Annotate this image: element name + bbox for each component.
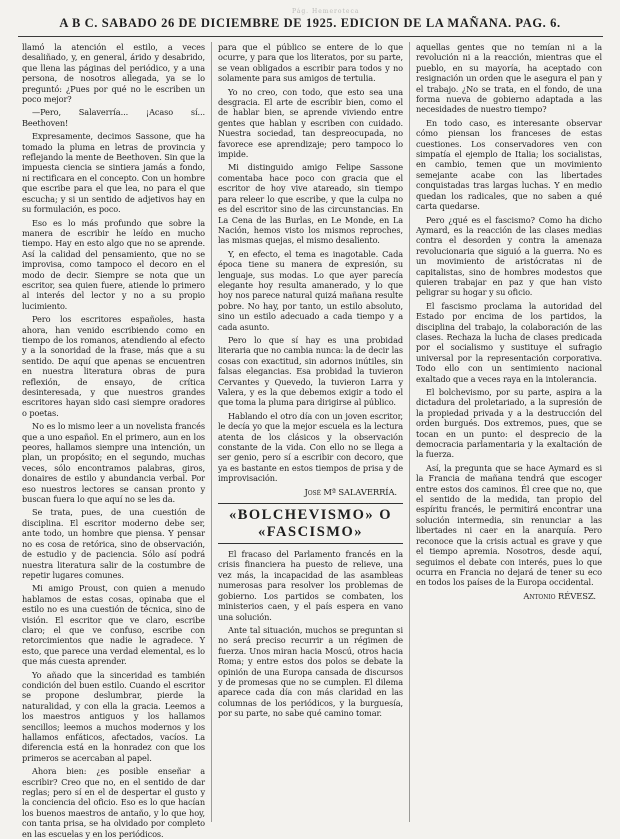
paragraph: Y, en efecto, el tema es inagotable. Cada época tiene su manera de expresión, su lenguaje, sus modas. Lo que ayer parecía elegante hoy resulta amanerado, y lo que hoy nos parece natural quizá mañana resulte pobre. No hay, por tanto, un estilo absoluto, sino un estilo adecuado a cada tiempo y a cada asunto. [218, 248, 403, 332]
column-3 [416, 42, 602, 828]
archive-stamp: Pág. Hemeroteca [292, 8, 360, 15]
paragraph: aquellas gentes que no temían ni a la revolución ni a la reacción, mientras que el pueblo, en su mayoría, ha aceptado con resignación un orden que le asegura el pan y el trabajo. ¿No se trata, en el fondo, de una forma nueva de gobierno adaptada a las necesidades de nuestro tiempo? [416, 42, 602, 115]
paragraph: Mi distinguido amigo Felipe Sassone comentaba hace poco con gracia que el escritor de hoy vive atareado, sin tiempo para releer lo que escribe, y que la culpa no es del escritor sino de las circunstancias. En La Cena de las Burlas, en Le Monde, en La Nación, hemos visto los mismos reproches, las mismas quejas, el mismo desaliento. [218, 162, 403, 246]
paragraph: Mi amigo Proust, con quien a menudo hablamos de estas cosas, opinaba que el estilo no es una cuestión de técnica, sino de visión. El escritor que ve claro, escribe claro; el que ve confuso, escribe con retorcimientos que nadie le agradece. Y esto, que parece una verdad elemental, es lo que más cuesta aprender. [22, 583, 205, 667]
paragraph: Hablando el otro día con un joven escritor, le decía yo que la mejor escuela es la lectura atenta de los clásicos y la observación constante de la vida. Con ello no se llega a ser genio, pero sí a escribir con decoro, que ya es bastante en estos tiempos de prisa y de improvisación. [218, 410, 403, 484]
paragraph: Eso es lo más profundo que sobre la manera de escribir he leído en mucho tiempo. Hay en esto algo que no se aprende. Así la calidad del pensamiento, que no se improvisa, como tampoco el decoro en el modo de decir. Siempre se nota que un escritor, sea quien fuere, atiende lo primero al interés del lector y no a su propio lucimiento. [22, 217, 205, 311]
article-headline: «BOLCHEVISMO» O «FASCISMO» [218, 503, 403, 544]
column-divider [409, 42, 410, 822]
paragraph: llamó la atención el estilo, a veces desaliñado, y, en general, árido y desabrido, que llena las páginas del periódico, y a una persona, de nosotros allegada, ya se lo preguntó: ¿Pues por qué no le escriben un poco mejor? [22, 42, 205, 105]
paragraph: Yo no creo, con todo, que esto sea una desgracia. El arte de escribir bien, como el de hablar bien, se aprende viviendo entre gentes que hablan y escriben con cuidado. Nuestra sociedad, tan despreocupada, no favorece ese aprendizaje; pero tampoco lo impide. [218, 86, 403, 160]
column-divider [211, 42, 212, 822]
paragraph: El bolchevismo, por su parte, aspira a la dictadura del proletariado, a la supresión de la propiedad privada y a la destrucción del orden burgués. Dos extremos, pues, que se tocan en un punto: el desprecio de la democracia parlamentaria y la exaltación de la fuerza. [416, 387, 602, 460]
paragraph: Pero ¿qué es el fascismo? Como ha dicho Aymard, es la reacción de las clases medias contra el desorden y contra la amenaza revolucionaria que siguió a la guerra. No es un movimiento de aristócratas ni de capitalistas, sino de hombres modestos que quieren trabajar en paz y que han visto peligrar su hogar y su oficio. [416, 214, 602, 298]
paragraph: Se trata, pues, de una cuestión de disciplina. El escritor moderno debe ser, ante todo, un hombre que piensa. Y pensar no es cosa de retórica, sino de observación, de estudio y de paciencia. Sólo así podrá nuestra literatura salir de la costumbre de repetir lugares comunes. [22, 507, 205, 580]
column-2 [218, 42, 403, 828]
paragraph: Pero lo que sí hay es una probidad literaria que no cambia nunca: la de decir las cosas con exactitud, sin adornos inútiles, sin falsas elegancias. Esa probidad la tuvieron Cervantes y Quevedo, la tuvieron Larra y Valera, y es la que debemos exigir a todo el que toma la pluma para dirigirse al público. [218, 334, 403, 408]
paragraph: para que el público se entere de lo que ocurre, y para que los literatos, por su parte, se vean obligados a escribir para todos y no solamente para sus amigos de tertulia. [218, 42, 403, 84]
paragraph: En todo caso, es interesante observar cómo piensan los franceses de estas cuestiones. Los conservadores ven con simpatía el ejemplo de Italia; los socialistas, en cambio, temen que un movimiento semejante acabe con las libertades conquistadas tras largas luchas. Y en medio quedan los radicales, que no saben a qué carta quedarse. [416, 117, 602, 212]
paragraph: Ante tal situación, muchos se preguntan si no será preciso recurrir a un régimen de fuerza. Unos miran hacia Moscú, otros hacia Roma; y entre estos dos polos se debate la opinión de una Europa cansada de discursos y de promesas que no se cumplen. El dilema aparece cada día con más claridad en las columnas de los periódicos, y la burguesía, por su parte, no sabe qué camino tomar. [218, 624, 403, 719]
paragraph: No es lo mismo leer a un novelista francés que a uno español. En el primero, aun en los peores, hallamos siempre una intención, un plan, un propósito; en el segundo, muchas veces, sólo encontramos palabras, giros, donaires de estilo y abundancia verbal. Por eso nuestros lectores se cansan pronto y buscan fuera lo que aquí no se les da. [22, 421, 205, 505]
column-1 [22, 42, 205, 839]
paragraph: Pero los escritores españoles, hasta ahora, han venido escribiendo como en tiempo de los romanos, atendiendo al efecto y a la sonoridad de la frase, más que a su sentido. De aquí que apenas se encuentren en nuestra literatura obras de pura reflexión, de ensayo, de crítica desinteresada, y que nuestros grandes escritores hayan sido casi siempre oradores o poetas. [22, 314, 205, 418]
paragraph: El fascismo proclama la autoridad del Estado por encima de los partidos, la disciplina del trabajo, la colaboración de las clases. Rechaza la lucha de clases predicada por el socialismo y sustituye el sufragio universal por la representación corporativa. Todo ello con un sentimiento nacional exaltado que a veces raya en la intolerancia. [416, 300, 602, 384]
paragraph: Expresamente, decimos Sassone, que ha tomado la pluma en letras de provincia y reflejando la mente de Beethoven. Sin que la impuesta ciencia se sintiera jamás a fondo, ni rectificara en el concepto. Con un hombre que escribe para el que lea, no para el que escucha; y si un sentido de adjetivos hay en su formulación, es poco. [22, 131, 205, 215]
paragraph: Así, la pregunta que se hace Aymard es si la Francia de mañana tendrá que escoger entre estos dos caminos. Él cree que no, que el sentido de la medida, tan propio del espíritu francés, le permitirá encontrar una solución intermedia, sin renunciar a las libertades ni caer en la anarquía. Pero reconoce que la crisis actual es grave y que el tiempo apremia. Nosotros, desde aquí, seguimos el debate con interés, pues lo que ocurra en Francia no dejará de tener su eco en todos los países de la Europa occidental. [416, 462, 602, 588]
author-signature: Antonio RÉVESZ. [523, 590, 596, 601]
author-signature: José Mª SALAVERRÍA. [304, 486, 397, 497]
paragraph: Ahora bien: ¿es posible enseñar a escribir? Creo que no, en el sentido de dar reglas; pero sí en el de despertar el gusto y la conciencia del oficio. Eso es lo que hacían los buenos maestros de antaño, y lo que hoy, con tanta prisa, se ha olvidado por completo en las escuelas y en los periódicos. [22, 766, 205, 839]
paragraph: El fracaso del Parlamento francés en la crisis financiera ha puesto de relieve, una vez más, la incapacidad de las asambleas numerosas para resolver los problemas de gobierno. Los partidos se combaten, los ministerios caen, y el país espera en vano una solución. [218, 549, 403, 622]
header-rule [18, 36, 603, 37]
paragraph: —Pero, Salaverría... ¡Acaso sí... Beethoven! [22, 107, 205, 128]
paragraph: Yo añado que la sinceridad es también condición del buen estilo. Cuando el escritor se propone deslumbrar, pierde la naturalidad, y con ella la gracia. Leemos a los maestros antiguos y los hallamos sencillos; leemos a muchos modernos y los hallamos enfáticos, afectados, vacíos. La diferencia está en la honradez con que los primeros se acercaban al papel. [22, 669, 205, 763]
page-header: A B C. SABADO 26 DE DICIEMBRE DE 1925. EDICION DE LA MAÑANA. PAG. 6. [59, 16, 561, 30]
